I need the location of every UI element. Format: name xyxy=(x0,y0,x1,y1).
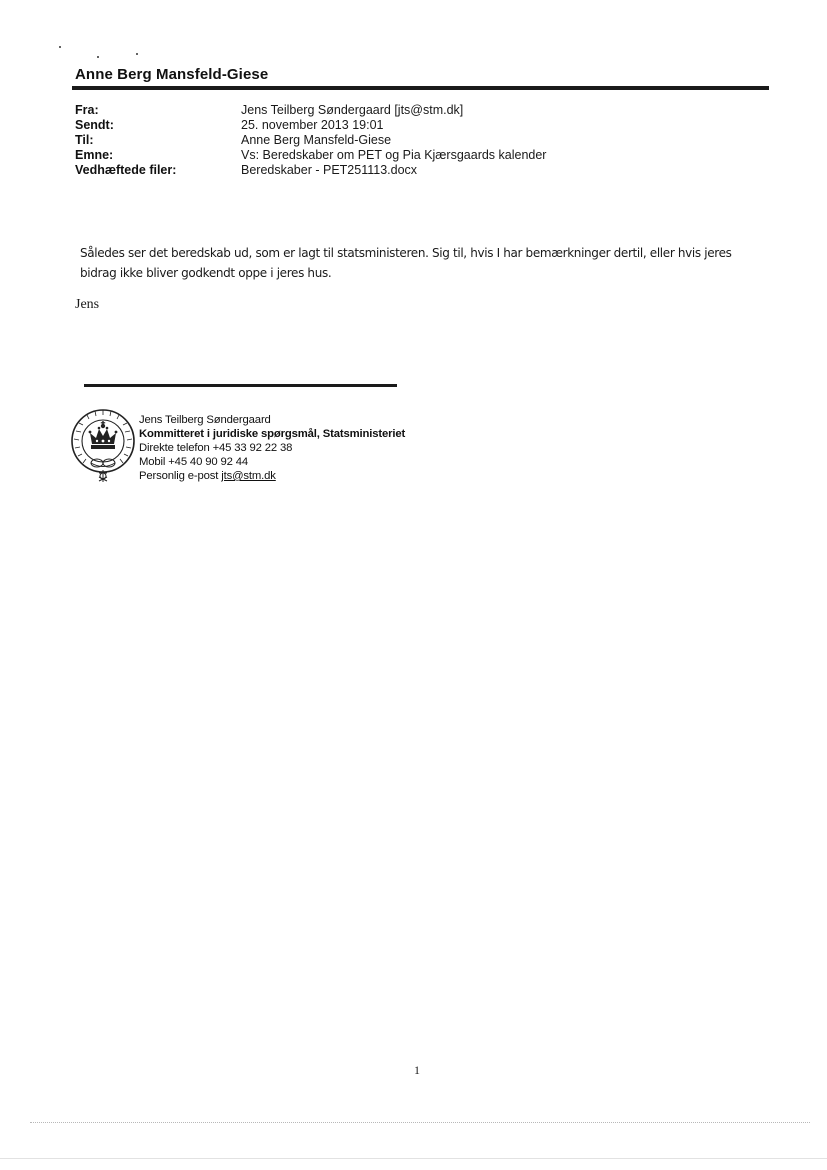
sign-off: Jens xyxy=(75,297,100,312)
attachments-label: Vedhæftede filer: xyxy=(75,163,177,177)
scan-artifact-line xyxy=(30,1122,810,1123)
email-header xyxy=(75,103,775,178)
ministry-seal-icon xyxy=(69,407,137,485)
scan-speck xyxy=(59,46,61,48)
signature-email-prefix: Personlig e-post xyxy=(139,470,222,482)
signature-email-link[interactable]: jts@stm.dk xyxy=(221,470,276,482)
subject-value: Vs: Beredskaber om PET og Pia Kjærsgaards kalender xyxy=(241,148,547,162)
from-label: Fra: xyxy=(75,103,99,117)
page-number: 1 xyxy=(414,1063,420,1077)
attachments-value: Beredskaber - PET251113.docx xyxy=(241,163,418,177)
scan-speck xyxy=(136,53,138,55)
header-row-subject xyxy=(75,148,775,163)
header-row-from xyxy=(75,103,775,118)
to-value: Anne Berg Mansfeld-Giese xyxy=(241,133,392,147)
header-divider xyxy=(72,86,769,90)
signature-phone: Direkte telefon +45 33 92 22 38 xyxy=(139,442,293,454)
email-signature xyxy=(139,413,405,483)
email-body: Således ser det beredskab ud, som er lagt til statsministeren. Sig til, hvis I har bemærkninger dertil, eller hvis jeres bidrag ikke bliver godkendt oppe i jeres hus. xyxy=(80,246,732,280)
signature-title: Kommitteret i juridiske spørgsmål, Statsministeriet xyxy=(139,428,406,440)
signature-email-line xyxy=(139,469,405,483)
page-edge-line xyxy=(0,1158,827,1159)
signature-divider xyxy=(84,384,397,387)
header-row-to xyxy=(75,133,775,148)
header-row-sent xyxy=(75,118,775,133)
from-value: Jens Teilberg Søndergaard [jts@stm.dk] xyxy=(241,103,464,117)
subject-label: Emne: xyxy=(75,148,114,162)
sent-label: Sendt: xyxy=(75,118,114,132)
mailbox-owner-name: Anne Berg Mansfeld-Giese xyxy=(75,66,269,83)
scan-speck xyxy=(97,56,99,58)
signature-mobile: Mobil +45 40 90 92 44 xyxy=(139,456,248,468)
sent-value: 25. november 2013 19:01 xyxy=(241,118,384,132)
header-row-attachments xyxy=(75,163,775,178)
signature-name: Jens Teilberg Søndergaard xyxy=(139,414,271,426)
to-label: Til: xyxy=(75,133,94,147)
